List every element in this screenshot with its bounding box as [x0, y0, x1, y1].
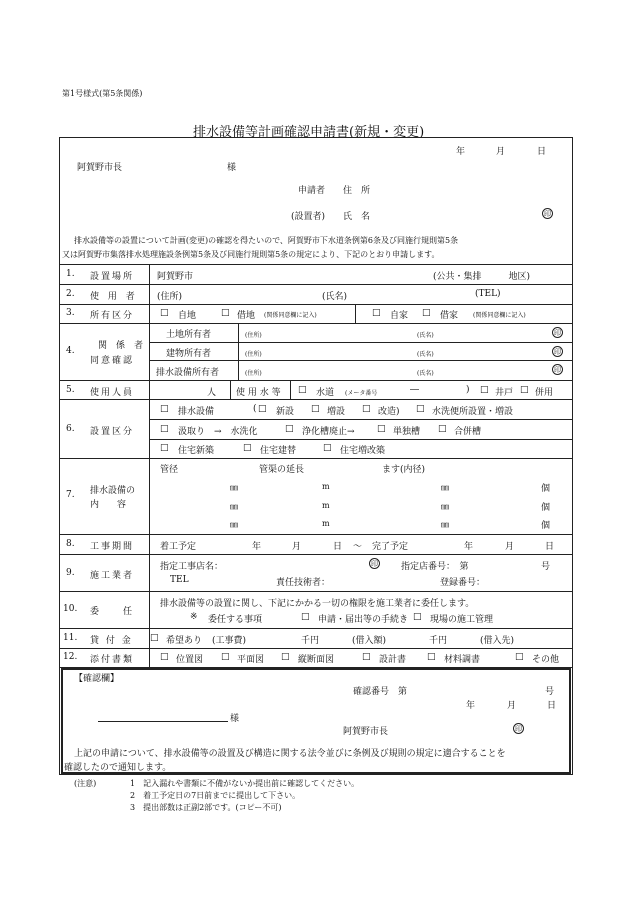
pipe-length-unit-2: m: [322, 501, 330, 510]
manhole-count-unit-3: 個: [541, 521, 551, 531]
plan-view-checkbox[interactable]: □: [221, 652, 230, 662]
drainage-checkbox[interactable]: □: [160, 404, 169, 414]
chief-engineer-label: 責任技術者：: [276, 578, 331, 588]
contractor-number-label: 指定店番号： 第: [401, 562, 469, 572]
note-2: 2 着工予定日の7日前までに提出して下さい。: [130, 791, 301, 800]
intro-line-2: 又は阿賀野市集落排水処理施設条例第5条及び同施行規則第5条の規定により、下記のとおり申請します。: [62, 250, 440, 259]
pipe-diameter-unit-3: ㎜: [230, 520, 238, 529]
rented-house-checkbox[interactable]: □: [422, 308, 431, 318]
row-4-label-2: 同意確認: [90, 356, 135, 366]
confirmation-day: 日: [547, 701, 557, 711]
user-address-field[interactable]: (住所): [157, 292, 183, 302]
plan-view-label: 平面図: [237, 655, 265, 665]
row-3-number: 3.: [66, 308, 75, 318]
persons-unit: 人: [207, 388, 217, 398]
loan-request-checkbox[interactable]: □: [150, 633, 159, 643]
site-management-checkbox[interactable]: □: [413, 612, 422, 622]
facility-owner-name[interactable]: (氏名): [417, 370, 434, 377]
combined-tank-checkbox[interactable]: □: [438, 424, 447, 434]
row-11-label: 貸 付 金: [90, 636, 133, 646]
note-3: 3 提出部数は正副2部です。(コピー不可): [130, 803, 282, 812]
design-doc-checkbox[interactable]: □: [362, 652, 371, 662]
facility-owner-address[interactable]: (住所): [245, 370, 262, 377]
profile-view-label: 縦断面図: [298, 655, 335, 665]
row-3-label: 所有区分: [90, 311, 135, 321]
confirmation-title: 【確認欄】: [74, 674, 120, 684]
row-5-label: 使用人員: [90, 388, 135, 398]
renovation-checkbox[interactable]: □: [362, 404, 371, 414]
manhole-unit-3: ㎜: [441, 520, 449, 529]
meter-number-label: (メータ番号: [345, 390, 378, 397]
house-new-label: 住宅新築: [178, 446, 215, 456]
user-name-field[interactable]: (氏名): [322, 292, 348, 302]
facility-owner-label: 排水設備所有者: [156, 368, 220, 378]
end-month-label: 月: [505, 542, 515, 552]
notes-label: (注意): [74, 779, 97, 788]
house-rebuild-checkbox[interactable]: □: [243, 443, 252, 453]
tap-water-label: 水道: [316, 388, 335, 398]
delegation-mark: ※: [190, 612, 198, 622]
row-9-label: 施工業者: [90, 571, 135, 581]
meter-number-close: ): [466, 385, 470, 395]
own-house-checkbox[interactable]: □: [372, 308, 381, 318]
septic-abolish-checkbox[interactable]: □: [285, 424, 294, 434]
contractor-name-label: 指定工事店名：: [160, 562, 224, 572]
loan-amount-unit: 千円: [429, 636, 448, 646]
start-day-label: 日: [333, 542, 343, 552]
row-7-number: 7.: [66, 490, 75, 500]
land-owner-address[interactable]: (住所): [245, 332, 262, 339]
lender-label: (借入先): [480, 636, 515, 646]
combined-tank-label: 合併槽: [454, 427, 482, 437]
material-list-label: 材料調書: [444, 655, 481, 665]
row-9-number: 9.: [66, 568, 75, 578]
building-owner-seal-icon: 印: [554, 348, 561, 356]
row-6-number: 6.: [66, 424, 75, 434]
water-source-label: 使 用 水 等: [236, 388, 281, 398]
row-2-label: 使 用 者: [90, 292, 138, 302]
land-owner-label: 土地所有者: [166, 330, 212, 340]
house-extend-checkbox[interactable]: □: [323, 443, 332, 453]
design-doc-label: 設計書: [379, 655, 407, 665]
install-location-district[interactable]: (公共・集排 地区): [433, 272, 531, 282]
end-year-label: 年: [464, 542, 474, 552]
construction-cost-unit: 千円: [301, 636, 320, 646]
confirmation-recipient-sama: 様: [230, 714, 240, 724]
pipe-diameter-unit-1: ㎜: [230, 483, 238, 492]
conversion-checkbox[interactable]: □: [160, 424, 169, 434]
pipe-length-header: 管渠の延長: [259, 465, 305, 475]
installer-label: (設置者): [291, 212, 326, 222]
manhole-count-unit-2: 個: [541, 503, 551, 513]
manhole-header: ます(内径): [382, 465, 426, 475]
header-month: 月: [496, 147, 506, 157]
user-tel-field[interactable]: (TEL): [475, 289, 501, 299]
site-management-label: 現場の施工管理: [430, 615, 494, 625]
house-extend-label: 住宅増改築: [340, 446, 386, 456]
end-date-label: 完了予定: [372, 542, 409, 552]
mayor-seal-icon: 印: [515, 725, 522, 733]
row-10-label: 委 任: [90, 607, 135, 617]
new-install-checkbox[interactable]: □: [258, 404, 267, 414]
own-house-label: 自家: [390, 311, 409, 321]
own-land-checkbox[interactable]: □: [160, 308, 169, 318]
row-11-number: 11.: [63, 633, 78, 643]
leased-land-checkbox[interactable]: □: [221, 308, 230, 318]
row-8-number: 8.: [66, 539, 75, 549]
name-label: 氏 名: [343, 212, 371, 222]
land-owner-name[interactable]: (氏名): [417, 332, 434, 339]
contractor-number-suffix: 号: [541, 562, 551, 572]
drainage-open-paren: (: [253, 404, 257, 414]
contractor-seal-icon: 印: [371, 560, 378, 568]
row-1-label: 設置場所: [90, 272, 135, 282]
expansion-label: 増設: [327, 407, 346, 417]
row-7-label-2: 内 容: [90, 500, 127, 510]
well-checkbox[interactable]: □: [480, 385, 489, 395]
row-2-number: 2.: [66, 289, 75, 299]
rented-house-label: 借家: [440, 311, 459, 321]
flush-toilet-label: 水洗便所設置・増設: [432, 407, 514, 417]
row-12-label: 添付書類: [90, 655, 135, 665]
start-date-label: 着工予定: [160, 542, 197, 552]
header-year: 年: [456, 147, 466, 157]
facility-owner-seal-icon: 印: [554, 366, 561, 374]
start-month-label: 月: [292, 542, 302, 552]
pipe-length-unit-3: m: [322, 519, 330, 528]
applicant-seal-icon: 印: [544, 210, 551, 218]
land-owner-seal-icon: 印: [554, 329, 561, 337]
combined-checkbox[interactable]: □: [520, 385, 529, 395]
pipe-diameter-header: 管径: [160, 465, 179, 475]
well-label: 井戸: [495, 388, 514, 398]
delegation-items-label: 委任する事項: [208, 615, 263, 625]
expansion-checkbox[interactable]: □: [311, 404, 320, 414]
applicant-label: 申請者: [298, 186, 326, 196]
own-land-label: 自地: [178, 311, 197, 321]
manhole-unit-2: ㎜: [441, 502, 449, 511]
pipe-length-unit-1: m: [322, 482, 330, 491]
leased-land-note: (関係同意欄に記入): [264, 312, 317, 319]
row-8-label: 工事期間: [90, 542, 135, 552]
construction-cost-label: (工事費): [212, 636, 247, 646]
contractor-tel-label: TEL: [170, 575, 189, 585]
addressee: 阿賀野市長: [77, 163, 123, 173]
application-delegation-label: 申請・届出等の手続き: [318, 615, 409, 625]
row-5-number: 5.: [66, 385, 75, 395]
building-owner-address[interactable]: (住所): [245, 351, 262, 358]
form-title: 排水設備等計画確認申請書(新規・変更): [193, 125, 425, 140]
manhole-unit-1: ㎜: [441, 483, 449, 492]
other-docs-checkbox[interactable]: □: [515, 652, 524, 662]
material-list-checkbox[interactable]: □: [427, 652, 436, 662]
leased-land-label: 借地: [237, 311, 256, 321]
house-new-checkbox[interactable]: □: [160, 443, 169, 453]
header-day: 日: [537, 147, 547, 157]
new-install-label: 新設: [276, 407, 295, 417]
address-label: 住 所: [343, 186, 371, 196]
confirmation-text-2: 確認したので通知します。: [64, 763, 172, 773]
intro-line-1: 排水設備等の設置について計画(変更)の確認を得たいので、阿賀野市下水道条例第6条及び同施行規則第5条: [74, 236, 459, 245]
row-1-number: 1.: [66, 269, 75, 279]
row-7-label-1: 排水設備の: [90, 486, 136, 496]
confirmation-number-label: 確認番号 第: [353, 687, 408, 697]
manhole-count-unit-1: 個: [541, 484, 551, 494]
row-6-label: 設置区分: [90, 427, 135, 437]
application-delegation-checkbox[interactable]: □: [301, 612, 310, 622]
note-1: 1 記入漏れや書類に不備がないか提出前に確認してください。: [130, 779, 360, 788]
row-4-label-1: 関 係 者: [98, 341, 144, 351]
location-map-label: 位置図: [176, 655, 204, 665]
install-location-prefix: 阿賀野市: [157, 272, 194, 282]
loan-request-label: 希望あり: [166, 636, 203, 646]
meter-number-dash: ―: [410, 385, 419, 395]
addressee-sama: 様: [227, 163, 237, 173]
registration-number-label: 登録番号：: [440, 578, 486, 588]
profile-view-checkbox[interactable]: □: [281, 652, 290, 662]
confirmation-year: 年: [466, 701, 476, 711]
start-year-label: 年: [252, 542, 262, 552]
flush-toilet-checkbox[interactable]: □: [416, 404, 425, 414]
delegation-statement: 排水設備等の設置に関し、下記にかかる一切の権限を施工業者に委任します。: [160, 599, 475, 609]
row-4-number: 4.: [66, 346, 75, 356]
building-owner-name[interactable]: (氏名): [417, 351, 434, 358]
end-day-label: 日: [545, 542, 555, 552]
renovation-label: 改造): [378, 407, 400, 417]
date-range-tilde: ～: [353, 542, 363, 552]
combined-label: 併用: [535, 388, 554, 398]
row-12-number: 12.: [63, 652, 78, 662]
confirmation-mayor: 阿賀野市長: [343, 727, 389, 737]
confirmation-text-1: 上記の申請について、排水設備等の設置及び構造に関する法令並びに条例及び規則の規定に適合することを: [74, 749, 506, 759]
tap-water-checkbox[interactable]: □: [298, 385, 307, 395]
location-map-checkbox[interactable]: □: [160, 652, 169, 662]
house-rebuild-label: 住宅建替: [260, 446, 297, 456]
single-tank-label: 単独槽: [393, 427, 421, 437]
other-docs-label: その他: [532, 655, 560, 665]
form-number: 第1号様式(第5条関係): [62, 89, 143, 98]
single-tank-checkbox[interactable]: □: [377, 424, 386, 434]
conversion-label: 汲取り → 水洗化: [178, 427, 258, 437]
confirmation-number-suffix: 号: [545, 687, 555, 697]
loan-amount-label: (借入額): [352, 636, 387, 646]
row-10-number: 10.: [63, 604, 78, 614]
confirmation-month: 月: [507, 701, 517, 711]
drainage-label: 排水設備: [178, 407, 215, 417]
pipe-diameter-unit-2: ㎜: [230, 502, 238, 511]
rented-house-note: (関係同意欄に記入): [473, 312, 526, 319]
septic-abolish-label: 浄化槽廃止→: [302, 427, 355, 437]
building-owner-label: 建物所有者: [166, 349, 212, 359]
